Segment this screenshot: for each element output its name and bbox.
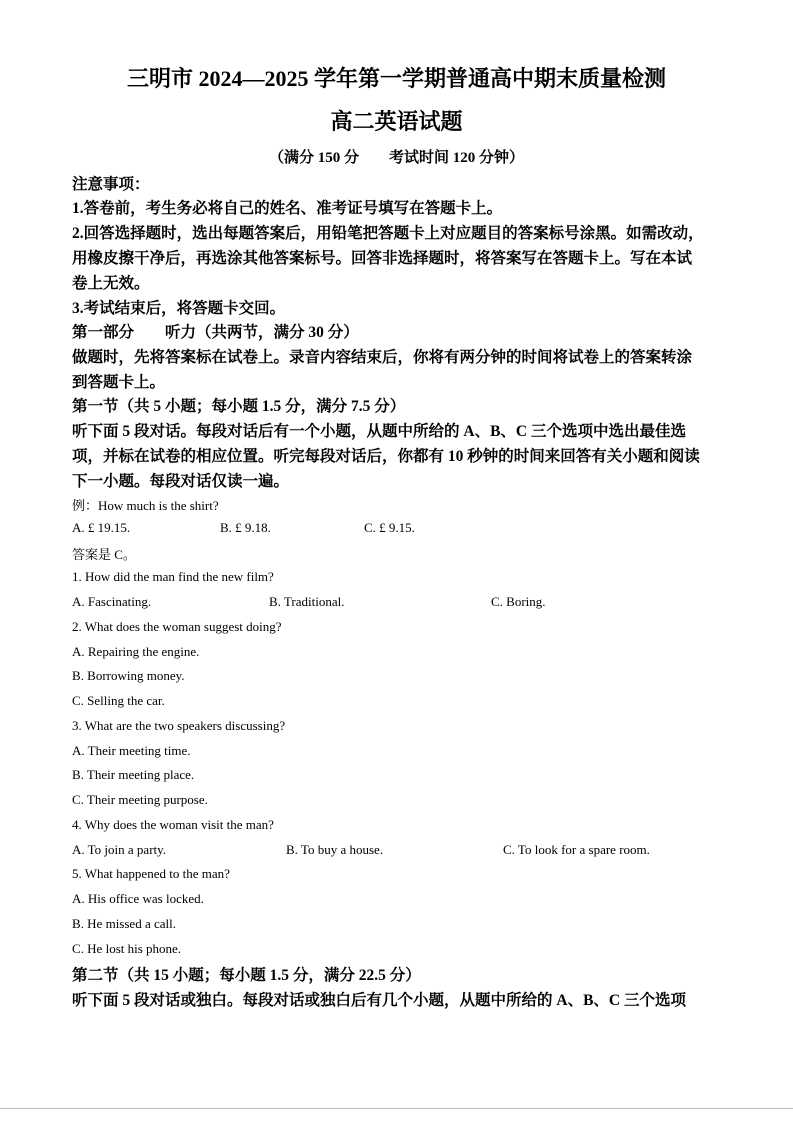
question-4-option-a: A. To join a party. <box>72 842 167 857</box>
section2-instr-line-1: 听下面 5 段对话或独白。每段对话或独白后有几个小题，从题中所给的 A、B、C 三个选项 <box>72 992 686 1009</box>
question-4-option-c: C. To look for a spare room. <box>503 842 650 857</box>
notes-heading: 注意事项： <box>72 176 150 193</box>
notes-item-2-line-1: 2.回答选择题时，选出每题答案后，用铅笔把答题卡上对应题目的答案标号涂黑。如需改动， <box>72 225 704 242</box>
question-5-option-a: A. His office was locked. <box>72 891 204 906</box>
question-2-option-a: A. Repairing the engine. <box>72 644 200 659</box>
question-4: 4. Why does the woman visit the man? <box>72 817 274 832</box>
section1-instr-line-2: 项，并标在试卷的相应位置。听完每段对话后，你都有 10 秒钟的时间来回答有关小题和阅读 <box>72 448 700 465</box>
section1-instr-line-1: 听下面 5 段对话。每段对话后有一个小题，从题中所给的 A、B、C 三个选项中选出最佳选 <box>72 423 686 440</box>
question-5-option-b: B. He missed a call. <box>72 916 176 931</box>
score-info: （满分 150 分 考试时间 120 分钟） <box>268 150 524 166</box>
question-2: 2. What does the woman suggest doing? <box>72 619 282 634</box>
question-1-option-a: A. Fascinating. <box>72 594 152 609</box>
question-4-option-b: B. To buy a house. <box>286 842 384 857</box>
question-5-option-c: C. He lost his phone. <box>72 941 182 956</box>
question-2-option-c: C. Selling the car. <box>72 693 165 708</box>
question-2-option-b: B. Borrowing money. <box>72 668 185 683</box>
example-answer: 答案是 C。 <box>72 547 136 562</box>
part1-instr-line-2: 到答题卡上。 <box>72 374 166 391</box>
question-3-option-b: B. Their meeting place. <box>72 767 195 782</box>
notes-item-3: 3.考试结束后，将答题卡交回。 <box>72 300 286 317</box>
question-1-option-c: C. Boring. <box>491 594 546 609</box>
section2-heading: 第二节（共 15 小题；每小题 1.5 分，满分 22.5 分） <box>72 967 421 984</box>
section1-instr-line-3: 下一小题。每段对话仅读一遍。 <box>72 473 290 490</box>
question-3-option-c: C. Their meeting purpose. <box>72 792 208 807</box>
example-option-c: C. £ 9.15. <box>364 520 415 535</box>
example-question: 例：How much is the shirt? <box>72 498 219 513</box>
exam-subject: 高二英语试题 <box>330 109 463 134</box>
example-option-a: A. £ 19.15. <box>72 520 131 535</box>
exam-title: 三明市 2024—2025 学年第一学期普通高中期末质量检测 <box>126 66 666 91</box>
notes-item-1: 1.答卷前，考生务必将自己的姓名、准考证号填写在答题卡上。 <box>72 200 503 217</box>
notes-item-2-line-2: 用橡皮擦干净后，再选涂其他答案标号。回答非选择题时，将答案写在答题卡上。写在本试 <box>72 250 693 267</box>
question-1: 1. How did the man find the new film? <box>72 569 274 584</box>
part1-instr-line-1: 做题时，先将答案标在试卷上。录音内容结束后，你将有两分钟的时间将试卷上的答案转涂 <box>72 349 693 366</box>
question-3: 3. What are the two speakers discussing? <box>72 718 286 733</box>
question-3-option-a: A. Their meeting time. <box>72 743 191 758</box>
question-1-option-b: B. Traditional. <box>269 594 345 609</box>
section1-heading: 第一节（共 5 小题；每小题 1.5 分，满分 7.5 分） <box>72 398 406 415</box>
page-bottom-divider <box>0 1108 793 1109</box>
question-5: 5. What happened to the man? <box>72 866 230 881</box>
notes-item-2-line-3: 卷上无效。 <box>72 275 150 292</box>
example-option-b: B. £ 9.18. <box>220 520 271 535</box>
part1-heading: 第一部分 听力（共两节，满分 30 分） <box>72 324 359 341</box>
